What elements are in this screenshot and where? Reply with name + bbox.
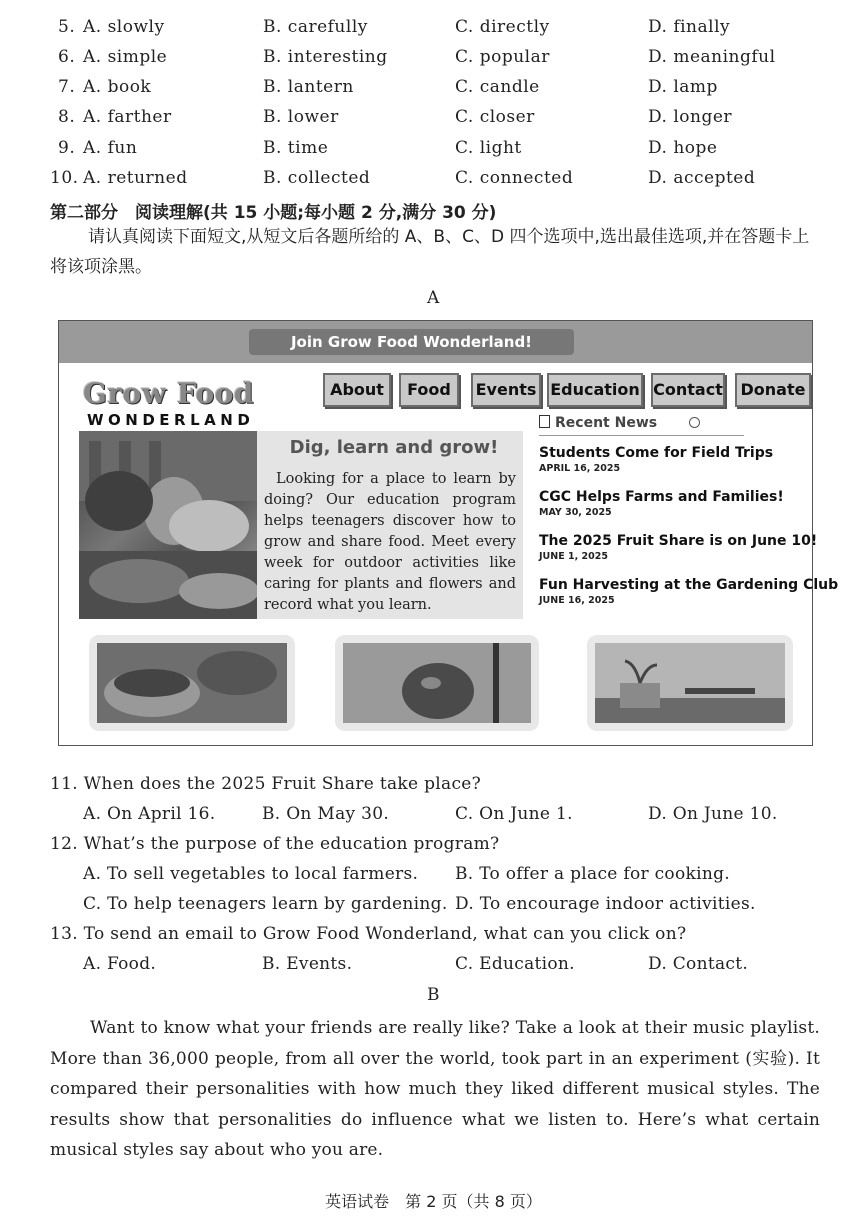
cloze-option-a[interactable]: A. fun (83, 138, 138, 158)
website-figure (58, 320, 839, 746)
document-icon (539, 415, 550, 428)
nav-about[interactable]: About (323, 373, 391, 407)
question-13-option-d[interactable]: D. Contact. (648, 954, 749, 974)
question-number: 10. (50, 168, 79, 188)
question-11-stem: 11. When does the 2025 Fruit Share take place? (50, 774, 482, 794)
cloze-option-c[interactable]: C. connected (455, 168, 574, 188)
question-12-option-b[interactable]: B. To offer a place for cooking. (455, 864, 730, 884)
question-11-option-d[interactable]: D. On June 10. (648, 804, 778, 824)
news-item-title[interactable]: Fun Harvesting at the Gardening Club (539, 577, 839, 593)
nav-events[interactable]: Events (471, 373, 541, 407)
cloze-option-a[interactable]: A. farther (83, 107, 172, 127)
question-11-option-c[interactable]: C. On June 1. (455, 804, 573, 824)
passage-b-letter: B (427, 985, 440, 1005)
nav-food[interactable]: Food (399, 373, 459, 407)
passage-b-text: Want to know what your friends are really like? Take a look at their music playlist. More than 36,000 people, from all over the world, took part in an experiment (实验). It compared their personalities with how much they liked different musical styles. The results show that personalities do influence what we listen to. Here’s what certain musical styles say about who you are. (50, 1018, 820, 1160)
news-item-title[interactable]: The 2025 Fruit Share is on June 10! (539, 533, 818, 549)
question-11-option-b[interactable]: B. On May 30. (262, 804, 390, 824)
tomato-image (343, 643, 531, 723)
question-number: 5. (58, 17, 76, 37)
cloze-option-d[interactable]: D. lamp (648, 77, 718, 97)
news-item-date: MAY 30, 2025 (539, 507, 612, 518)
search-icon[interactable] (689, 417, 700, 428)
question-13-option-a[interactable]: A. Food. (83, 954, 157, 974)
cloze-option-d[interactable]: D. finally (648, 17, 731, 37)
news-item-title[interactable]: Students Come for Field Trips (539, 445, 774, 461)
nav-donate[interactable]: Donate (735, 373, 811, 407)
cloze-option-row (0, 77, 867, 107)
news-item-date: JUNE 16, 2025 (539, 595, 615, 606)
news-item-date: JUNE 1, 2025 (539, 551, 608, 562)
recent-news-heading (539, 415, 744, 436)
feature-text: Looking for a place to learn by doing? Our education program helps teenagers discover how to grow and share food. Meet every week for outdoor activities like caring for plants and flowers and record what you learn. (264, 471, 516, 613)
question-13-option-b[interactable]: B. Events. (262, 954, 353, 974)
question-12-option-d[interactable]: D. To encourage indoor activities. (455, 894, 756, 914)
join-banner: Join Grow Food Wonderland! (249, 329, 574, 355)
cloze-option-row (0, 17, 867, 47)
question-11-option-a[interactable]: A. On April 16. (83, 804, 216, 824)
cloze-option-row (0, 138, 867, 168)
nav-contact[interactable]: Contact (651, 373, 725, 407)
question-12-stem: 12. What’s the purpose of the education program? (50, 834, 500, 854)
question-number: 7. (58, 77, 76, 97)
logo-grow-food: Grow Food (83, 377, 254, 410)
cloze-option-row (0, 107, 867, 137)
seedling-image (595, 643, 785, 723)
cloze-option-c[interactable]: C. light (455, 138, 522, 158)
cloze-option-row (0, 47, 867, 77)
thumbnail-seedling[interactable] (587, 635, 793, 731)
cloze-option-c[interactable]: C. directly (455, 17, 550, 37)
cloze-option-a[interactable]: A. slowly (83, 17, 165, 37)
garden-illustration (79, 431, 257, 619)
cloze-option-c[interactable]: C. popular (455, 47, 550, 67)
section-instructions: 请认真阅读下面短文,从短文后各题所给的 A、B、C、D 四个选项中,选出最佳选项,并在答题卡上将该项涂黑。 (50, 227, 810, 277)
feature-title: Dig, learn and grow! (289, 437, 499, 458)
cloze-option-a[interactable]: A. book (83, 77, 152, 97)
website-header-bar (59, 321, 812, 363)
news-item-date: APRIL 16, 2025 (539, 463, 621, 474)
cloze-option-c[interactable]: C. closer (455, 107, 535, 127)
page-footer: 英语试卷 第 2 页（共 8 页） (325, 1192, 542, 1211)
thumbnail-tomato[interactable] (335, 635, 539, 731)
cloze-option-d[interactable]: D. meaningful (648, 47, 776, 67)
recent-news-label: Recent News (555, 415, 658, 431)
cloze-option-d[interactable]: D. longer (648, 107, 733, 127)
question-number: 8. (58, 107, 76, 127)
garden-photo (79, 431, 257, 619)
cloze-option-row (0, 168, 867, 198)
question-12-option-c[interactable]: C. To help teenagers learn by gardening. (83, 894, 448, 914)
basket-image (97, 643, 287, 723)
question-number: 6. (58, 47, 76, 67)
news-item-title[interactable]: CGC Helps Farms and Families! (539, 489, 784, 505)
question-13-stem: 13. To send an email to Grow Food Wonderland, what can you click on? (50, 924, 687, 944)
question-number: 9. (58, 138, 76, 158)
question-13-option-c[interactable]: C. Education. (455, 954, 575, 974)
cloze-option-c[interactable]: C. candle (455, 77, 540, 97)
cloze-option-b[interactable]: B. interesting (263, 47, 388, 67)
feature-panel (79, 431, 523, 619)
cloze-option-b[interactable]: B. carefully (263, 17, 368, 37)
cloze-option-b[interactable]: B. lantern (263, 77, 354, 97)
thumbnail-vegetable-basket[interactable] (89, 635, 295, 731)
question-12-option-a[interactable]: A. To sell vegetables to local farmers. (83, 864, 419, 884)
cloze-option-b[interactable]: B. lower (263, 107, 339, 127)
logo-wonderland: WONDERLAND (87, 411, 255, 429)
nav-education[interactable]: Education (547, 373, 643, 407)
cloze-option-a[interactable]: A. simple (83, 47, 168, 67)
passage-a-letter: A (427, 288, 440, 308)
cloze-option-b[interactable]: B. time (263, 138, 329, 158)
cloze-option-b[interactable]: B. collected (263, 168, 371, 188)
cloze-option-d[interactable]: D. hope (648, 138, 718, 158)
section-title: 第二部分 阅读理解(共 15 小题;每小题 2 分,满分 30 分) (50, 203, 497, 223)
cloze-option-d[interactable]: D. accepted (648, 168, 756, 188)
cloze-option-a[interactable]: A. returned (83, 168, 188, 188)
